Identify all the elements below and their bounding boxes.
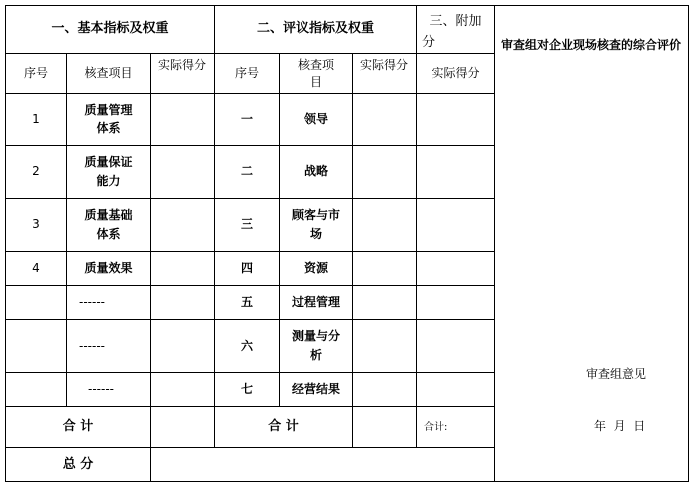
basic-row-1-no: 1 (32, 112, 40, 126)
review-row-1-item: 领导 (303, 112, 328, 126)
opinion-date: 年 月 日 (594, 419, 646, 433)
basic-total-label: 合 计 (62, 419, 94, 434)
review-row-5-item: 过程管理 (291, 295, 340, 309)
review-row-4-item: 资源 (303, 261, 328, 275)
border-right (688, 5, 689, 482)
review-row-6-item-line1: 测量与分 (291, 329, 340, 343)
review-row-3-item-line2: 场 (309, 227, 322, 241)
basic-row-6-item: ------ (79, 339, 105, 353)
rule-row4 (5, 251, 495, 252)
header-seq-2: 序号 (234, 66, 259, 80)
review-row-2-item: 战略 (303, 164, 328, 178)
rule-total (5, 406, 495, 407)
rule-row6 (5, 319, 495, 320)
review-row-3-no: 三 (240, 217, 253, 231)
review-row-7-no: 七 (240, 382, 253, 396)
basic-row-2-no: 2 (32, 164, 40, 178)
basic-row-7-item: ------ (88, 382, 114, 396)
border-top (5, 5, 689, 6)
section-bonus-title-line1: 三、附加 (429, 14, 482, 29)
bonus-total-label: 合计: (424, 422, 448, 433)
review-row-1-no: 一 (240, 112, 253, 126)
review-row-4-no: 四 (240, 261, 253, 275)
basic-row-1-item-line1: 质量管理 (84, 103, 133, 117)
basic-row-2-item-line1: 质量保证 (84, 155, 133, 169)
basic-row-3-item-line2: 体系 (96, 227, 121, 241)
header-score-3: 实际得分 (431, 66, 480, 80)
section-basic-title: 一、基本指标及权重 (51, 21, 169, 36)
header-item-2-line1: 核查项 (297, 58, 334, 72)
section-overall-title: 审查组对企业现场核查的综合评价 (500, 38, 681, 52)
rule-row2 (5, 145, 495, 146)
review-row-5-no: 五 (240, 295, 253, 309)
rule-row3 (5, 198, 495, 199)
rule-row7 (5, 372, 495, 373)
grand-total-label: 总 分 (62, 457, 94, 472)
basic-row-4-item: 质量效果 (84, 261, 133, 275)
header-score-2: 实际得分 (359, 58, 408, 72)
review-row-6-no: 六 (240, 339, 253, 353)
border-bottom (5, 481, 689, 482)
col-line-5 (352, 53, 353, 447)
basic-row-5-item: ------ (79, 295, 105, 309)
basic-row-3-no: 3 (32, 217, 40, 231)
col-line-7 (494, 5, 495, 482)
review-row-6-item-line2: 析 (309, 348, 322, 362)
basic-row-1-item-line2: 体系 (96, 121, 121, 135)
review-total-label: 合 计 (268, 419, 299, 434)
section-review-title: 二、评议指标及权重 (256, 21, 374, 36)
rule-row1 (5, 93, 495, 94)
review-row-3-item-line1: 顾客与市 (291, 208, 340, 222)
section-bonus-title-line2: 分 (422, 35, 436, 50)
rule-row5 (5, 285, 495, 286)
col-line-2 (150, 53, 151, 482)
header-item: 核查项目 (84, 66, 133, 80)
opinion-label: 审查组意见 (586, 367, 647, 381)
header-score: 实际得分 (157, 58, 206, 72)
basic-row-4-no: 4 (32, 261, 40, 275)
rule-header (5, 53, 495, 54)
rule-grand (5, 447, 495, 448)
basic-row-2-item-line2: 能力 (96, 174, 121, 188)
header-item-2-line2: 目 (309, 75, 322, 89)
header-seq: 序号 (23, 66, 48, 80)
basic-row-3-item-line1: 质量基础 (84, 208, 133, 222)
review-row-2-no: 二 (240, 164, 253, 178)
review-row-7-item: 经营结果 (291, 382, 340, 396)
